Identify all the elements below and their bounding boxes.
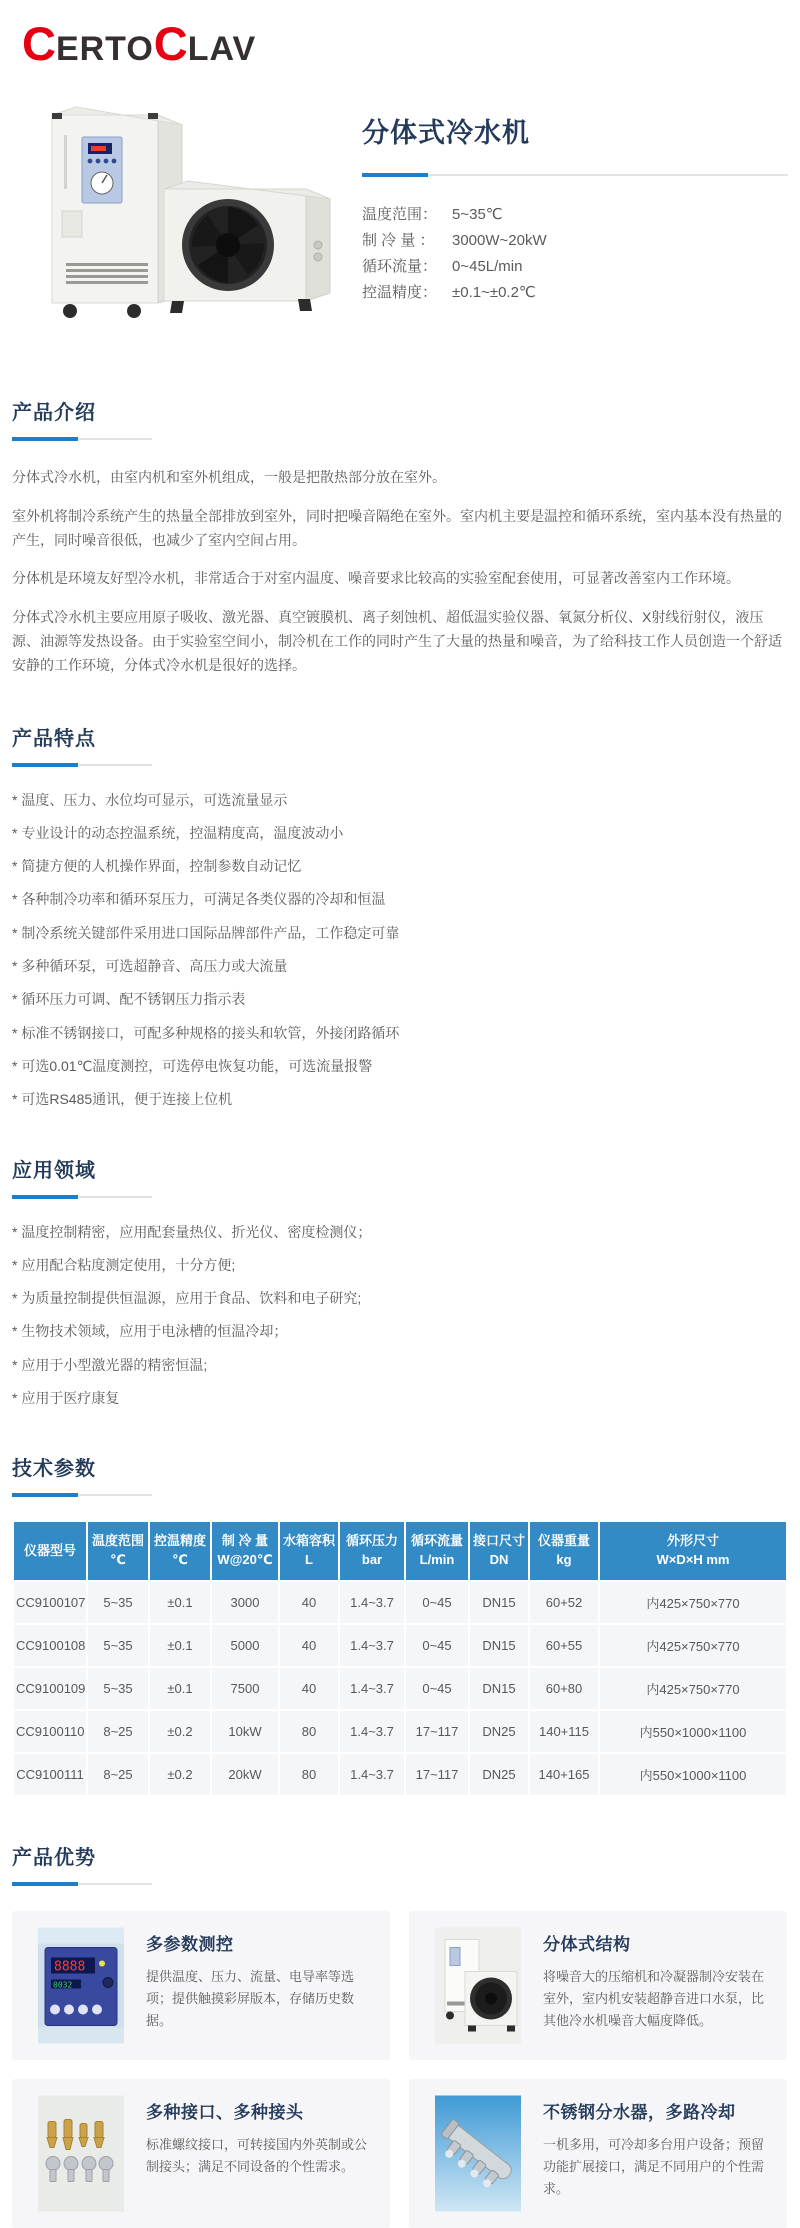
table-cell: 0~45 [405, 1624, 469, 1667]
divider-accent [12, 1882, 78, 1886]
table-cell: ±0.2 [149, 1710, 211, 1753]
logo-letter: C [22, 17, 56, 70]
spec-label: 控温精度： [362, 284, 438, 301]
application-item: * 温度控制精密，应用配套量热仪、折光仪、密度检测仪； [12, 1223, 372, 1240]
advantage-card-connectors [12, 2079, 390, 2228]
spec-list [362, 202, 788, 306]
column-header [13, 1521, 87, 1581]
table-cell: 8~25 [87, 1753, 149, 1796]
section-heading: 产品介绍 [12, 402, 96, 424]
column-header [279, 1521, 339, 1581]
product-title: 分体式冷水机 [362, 118, 530, 148]
spec-label: 制 冷 量 ： [362, 232, 435, 249]
chiller-illustration [12, 95, 352, 327]
tech-params-table [12, 1520, 788, 1797]
feature-item: * 可选RS485通讯，便于连接上位机 [12, 1091, 233, 1108]
divider-accent [362, 173, 428, 177]
table-row [13, 1624, 787, 1667]
intro-paragraph: 分体机是环境友好型冷水机，非常适合于对室内温度、噪音要求比较高的实验室配套使用，可显著改善室内工作环境。 [12, 570, 740, 587]
intro-paragraph: 分体式冷水机，由室内机和室外机组成，一般是把散热部分放在室外。 [12, 469, 446, 485]
column-label: 制 冷 量 [221, 1533, 269, 1549]
column-label: 接口尺寸 [472, 1533, 525, 1549]
application-item: * 生物技术领域，应用于电泳槽的恒温冷却； [12, 1323, 288, 1340]
table-body [13, 1581, 787, 1796]
table-cell: 1.4~3.7 [339, 1710, 405, 1753]
section-tech-params [0, 1452, 800, 1797]
table-cell: ±0.2 [149, 1753, 211, 1796]
table-cell: 0~45 [405, 1581, 469, 1624]
table-cell: 40 [279, 1624, 339, 1667]
column-header [599, 1521, 787, 1581]
table-cell: CC9100108 [13, 1624, 87, 1667]
column-label: 循环压力 [345, 1533, 398, 1549]
table-cell: 5000 [211, 1624, 279, 1667]
table-cell: 80 [279, 1753, 339, 1796]
logo-letters: ERTO [55, 30, 154, 68]
table-cell: 5~35 [87, 1667, 149, 1710]
intro-paragraph: 室外机将制冷系统产生的热量全部排放到室外，同时把噪音隔绝在室外。室内机主要是温控和循环系统，室内基本没有热量的产生，同时噪音很低，也减少了室内空间占用。 [12, 507, 782, 548]
section-advantages [0, 1841, 800, 1885]
advantage-card-split-structure [409, 1911, 787, 2060]
intro-paragraph: 分体式冷水机主要应用原子吸收、激光器、真空镀膜机、离子刻蚀机、超低温实验仪器、氧氮分析仪、X射线衍射仪，液压源、油源等发热设备。由于实验室空间小，制冷机在工作的同时产生了大量的热量和噪音，为了给科技工作人员创造一个舒适安静的工作环境，分体式冷水机是很好的选择。 [12, 609, 782, 673]
table-cell: 5~35 [87, 1624, 149, 1667]
column-header [87, 1521, 149, 1581]
section-divider [12, 1883, 152, 1885]
column-unit: W×D×H mm [656, 1552, 730, 1568]
controller-image [38, 1927, 124, 2044]
title-divider [362, 174, 788, 176]
table-cell: DN25 [469, 1710, 529, 1753]
table-cell: ±0.1 [149, 1667, 211, 1710]
divider-accent [12, 1195, 78, 1199]
section-heading: 产品优势 [12, 1847, 96, 1870]
section-divider [12, 764, 152, 766]
application-list [12, 1222, 788, 1409]
table-cell: 内425×750×770 [599, 1667, 787, 1710]
spec-value: 3000W~20kW [452, 232, 547, 249]
spec-row [362, 202, 788, 228]
column-label: 控温精度 [153, 1533, 206, 1549]
column-label: 仪器重量 [537, 1533, 590, 1549]
table-cell: 内550×1000×1100 [599, 1710, 787, 1753]
column-header [405, 1521, 469, 1581]
advantage-cards [0, 1911, 800, 2228]
table-cell: 40 [279, 1667, 339, 1710]
spec-value: 5~35℃ [452, 206, 503, 223]
table-cell: ±0.1 [149, 1624, 211, 1667]
column-unit: kg [556, 1552, 572, 1568]
section-applications [0, 1154, 800, 1409]
table-cell: 80 [279, 1710, 339, 1753]
column-header [149, 1521, 211, 1581]
table-cell: CC9100111 [13, 1753, 87, 1796]
table-cell: 60+55 [529, 1624, 599, 1667]
product-image [12, 95, 362, 332]
section-divider [12, 438, 152, 440]
hero-section [0, 95, 800, 332]
feature-item: * 标准不锈钢接口，可配多种规格的接头和软管，外接闭路循环 [12, 1024, 400, 1041]
column-header [529, 1521, 599, 1581]
section-features [0, 722, 800, 1110]
card-title: 多参数测控 [146, 1935, 234, 1955]
section-heading: 技术参数 [12, 1458, 96, 1481]
divider-accent [12, 763, 78, 767]
column-unit: DN [489, 1552, 509, 1568]
table-cell: DN15 [469, 1624, 529, 1667]
feature-item: * 可选0.01℃温度测控，可选停电恢复功能，可选流量报警 [12, 1057, 373, 1074]
table-cell: 40 [279, 1581, 339, 1624]
card-text: 一机多用，可冷却多台用户设备；预留功能扩展接口，满足不同用户的个性需求。 [543, 2137, 765, 2196]
spec-value: 0~45L/min [452, 258, 523, 275]
column-unit: bar [361, 1552, 383, 1568]
feature-item: * 各种制冷功率和循环泵压力，可满足各类仪器的冷却和恒温 [12, 891, 386, 908]
spec-row [362, 280, 788, 306]
table-cell: 60+80 [529, 1667, 599, 1710]
column-unit: ℃ [110, 1552, 126, 1568]
table-cell: 0~45 [405, 1667, 469, 1710]
spec-label: 循环流量： [362, 258, 438, 275]
table-row [13, 1667, 787, 1710]
svg-text:8888: 8888 [54, 1959, 86, 1975]
feature-item: * 多种循环泵，可选超静音、高压力或大流量 [12, 958, 288, 975]
card-body [543, 1926, 769, 2045]
table-cell: 17~117 [405, 1753, 469, 1796]
table-row [13, 1710, 787, 1753]
feature-item: * 简捷方便的人机操作界面，控制参数自动记忆 [12, 858, 302, 875]
card-body [543, 2094, 769, 2213]
logo-letters: LAV [187, 30, 257, 68]
column-label: 循环流量 [410, 1533, 463, 1549]
column-unit: L [305, 1552, 313, 1568]
divider-accent [12, 437, 78, 441]
advantage-card-multiparam [12, 1911, 390, 2060]
column-header [339, 1521, 405, 1581]
application-item: * 应用配合粘度测定使用，十分方便; [12, 1256, 236, 1273]
divider-accent [12, 1493, 78, 1497]
table-cell: DN15 [469, 1581, 529, 1624]
spec-row [362, 228, 788, 254]
table-cell: CC9100110 [13, 1710, 87, 1753]
table-cell: CC9100107 [13, 1581, 87, 1624]
certoclav-logo[interactable] [0, 0, 800, 71]
table-header-row [13, 1521, 787, 1581]
table-cell: 7500 [211, 1667, 279, 1710]
table-cell: 60+52 [529, 1581, 599, 1624]
table-cell: DN25 [469, 1753, 529, 1796]
column-header [469, 1521, 529, 1581]
table-cell: DN15 [469, 1667, 529, 1710]
section-heading: 产品特点 [12, 727, 96, 750]
table-cell: 1.4~3.7 [339, 1624, 405, 1667]
card-body [146, 2094, 372, 2213]
logo-letter: C [153, 17, 188, 70]
card-text: 标准螺纹接口，可转接国内外英制或公制接头；满足不同设备的个性需求。 [146, 2137, 368, 2175]
table-cell: 3000 [211, 1581, 279, 1624]
feature-item: * 专业设计的动态控温系统，控温精度高，温度波动小 [12, 824, 344, 841]
table-row [13, 1753, 787, 1796]
table-cell: 17~117 [405, 1710, 469, 1753]
hero-info [362, 95, 788, 332]
table-cell: 内550×1000×1100 [599, 1753, 787, 1796]
table-header [13, 1521, 787, 1581]
feature-list [12, 790, 788, 1110]
column-label: 仪器型号 [23, 1542, 76, 1558]
card-body [146, 1926, 372, 2045]
table-cell: 140+115 [529, 1710, 599, 1753]
column-unit: L/min [419, 1552, 455, 1568]
spec-label: 温度范围： [362, 206, 438, 223]
feature-item: * 制冷系统关键部件采用进口国际品牌部件产品，工作稳定可靠 [12, 924, 400, 941]
table-cell: 内425×750×770 [599, 1581, 787, 1624]
column-unit: ℃ [172, 1552, 188, 1568]
table-cell: 内425×750×770 [599, 1624, 787, 1667]
spec-row [362, 254, 788, 280]
column-label: 外形尺寸 [666, 1533, 719, 1549]
table-cell: CC9100109 [13, 1667, 87, 1710]
table-cell: 1.4~3.7 [339, 1581, 405, 1624]
table-cell: 1.4~3.7 [339, 1667, 405, 1710]
section-divider [12, 1494, 152, 1496]
application-item: * 为质量控制提供恒温源，应用于食品、饮料和电子研究; [12, 1290, 362, 1307]
water-manifold-image [435, 2095, 521, 2212]
card-title: 多种接口、多种接头 [146, 2103, 304, 2123]
section-intro [0, 396, 800, 678]
section-divider [12, 1196, 152, 1198]
application-item: * 应用于小型激光器的精密恒温; [12, 1356, 208, 1373]
section-heading: 应用领域 [12, 1159, 96, 1182]
table-cell: 10kW [211, 1710, 279, 1753]
split-unit-image [435, 1927, 521, 2044]
table-cell: 140+165 [529, 1753, 599, 1796]
spec-value: ±0.1~±0.2℃ [452, 284, 536, 301]
feature-item: * 循环压力可调、配不锈钢压力指示表 [12, 991, 246, 1008]
advantage-card-manifold [409, 2079, 787, 2228]
table-cell: 8~25 [87, 1710, 149, 1753]
feature-item: * 温度、压力、水位均可显示，可选流量显示 [12, 791, 288, 808]
svg-text:0032: 0032 [53, 1980, 73, 1990]
application-item: * 应用于医疗康复 [12, 1390, 120, 1407]
card-title: 分体式结构 [543, 1935, 631, 1955]
column-unit: W@20℃ [217, 1552, 273, 1568]
column-label: 水箱容积 [282, 1533, 335, 1549]
column-label: 温度范围 [91, 1533, 144, 1549]
card-text: 将噪音大的压缩机和冷凝器制冷安装在室外，室内机安装超静音进口水泵，比其他冷水机噪音大幅度降低。 [543, 1969, 765, 2028]
table-row [13, 1581, 787, 1624]
card-text: 提供温度、压力、流量、电导率等选项；提供触摸彩屏版本，存储历史数据。 [146, 1969, 355, 2028]
table-cell: 1.4~3.7 [339, 1753, 405, 1796]
fittings-image [38, 2095, 124, 2212]
card-title: 不锈钢分水器，多路冷却 [543, 2103, 736, 2123]
column-header [211, 1521, 279, 1581]
table-cell: 5~35 [87, 1581, 149, 1624]
table-cell: ±0.1 [149, 1581, 211, 1624]
table-cell: 20kW [211, 1753, 279, 1796]
